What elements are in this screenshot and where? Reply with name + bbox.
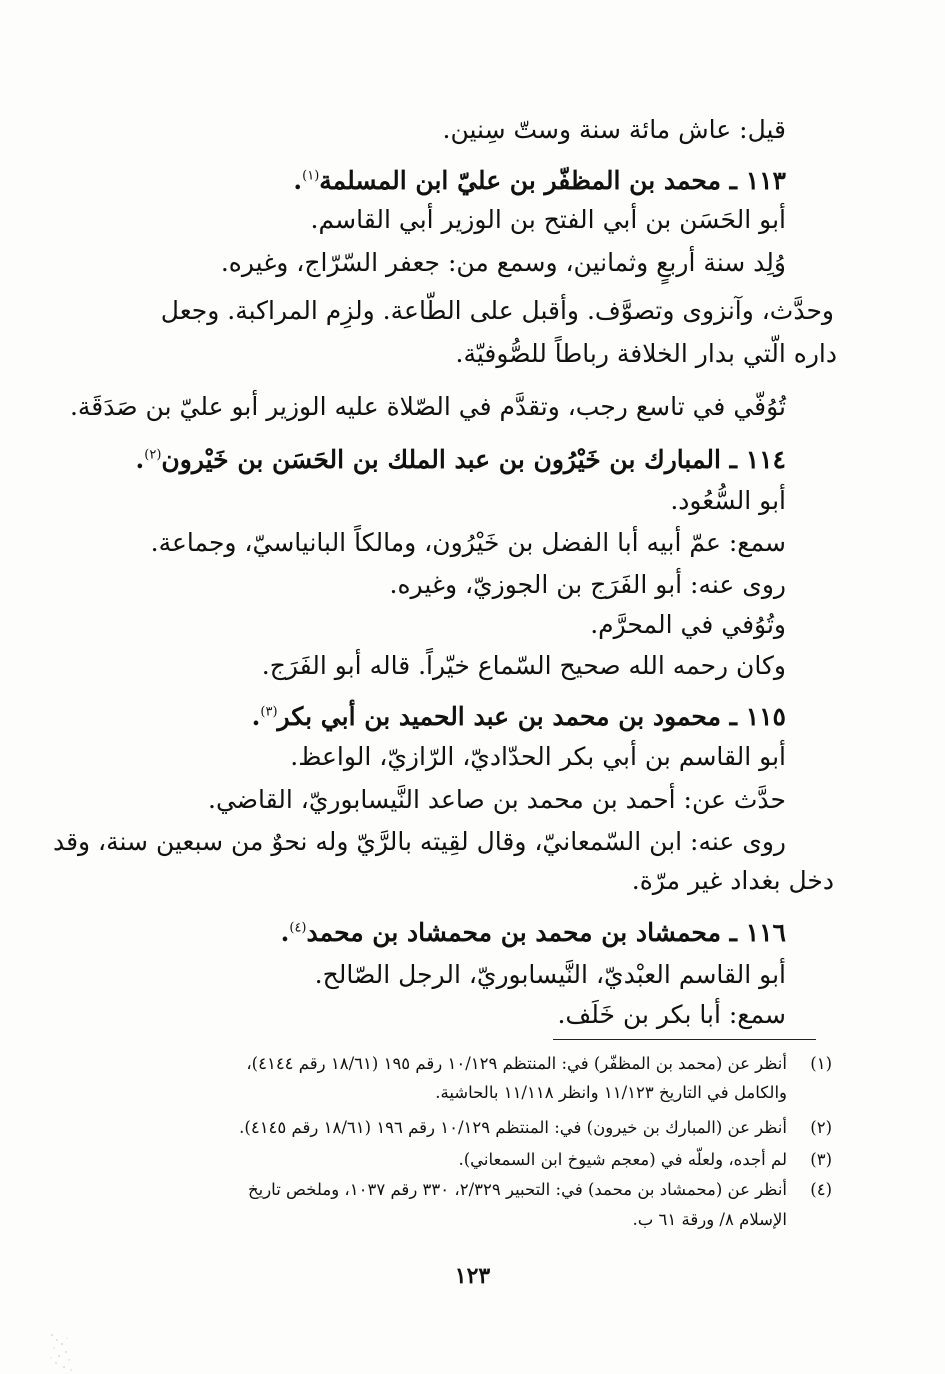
scan-noise <box>48 1332 74 1372</box>
footnote-text: أنظر عن (المبارك بن خيرون) في: المنتظم ١٠/١٢٩ رقم ١٩٦ (١٨/٦١ رقم ٤١٤٥). <box>239 1118 787 1137</box>
text-line: روى عنه: ابن السّمعانيّ، وقال لقِيته بالرَّيّ وله نحوٌ من سبعين سنة، وقد <box>52 827 786 856</box>
entry-115-title: ١١٥ ـ محمود بن محمد بن عبد الحميد بن أبي بكر$^{(٣)}$. <box>251 702 786 731</box>
text-line: أبو السُّعُود. <box>670 486 786 515</box>
text-line: سمع: أبا بكر بن خَلَف. <box>557 1000 786 1029</box>
footnote-text: والكامل في التاريخ ١١/١٢٣ وانظر ١١/١١٨ بالحاشية. <box>435 1083 787 1102</box>
footnote-text: الإسلام ٨/ ورقة ٦١ ب. <box>632 1210 787 1229</box>
entry-113-title: ١١٣ ـ محمد بن المظفّر بن عليّ ابن المسلمة$^{(١)}$. <box>293 166 786 195</box>
text-line: وحدَّث، وآنزوى وتصوَّف. وأقبل على الطّاعة. ولزِم المراكبة. وجعل <box>160 296 834 325</box>
text-line: وكان رحمه الله صحيح السّماع خيّراً. قاله أبو الفَرَج. <box>261 651 786 680</box>
footnote-number: (٢) <box>810 1118 832 1137</box>
footnote-number: (١) <box>810 1054 832 1073</box>
footnote-text: لم أجده، ولعلّه في (معجم شيوخ ابن السمعاني). <box>458 1150 787 1169</box>
entry-116-title: ١١٦ ـ محمشاد بن محمد بن محمشاد بن محمد$^{(٤)}$. <box>280 918 786 947</box>
entry-114-title: ١١٤ ـ المبارك بن خَيْرُون بن عبد الملك بن الحَسَن بن خَيْرون$^{(٢)}$. <box>135 445 786 474</box>
text-line: أبو القاسم بن أبي بكر الحدّاديّ، الرّازيّ، الواعظ. <box>290 742 786 771</box>
text-line: حدَّث عن: أحمد بن محمد بن صاعد النَّيسابوريّ، القاضي. <box>208 785 786 814</box>
text-line: سمع: عمّ أبيه أبا الفضل بن خَيْرُون، ومالكاً البانياسيّ، وجماعة. <box>150 528 786 557</box>
footnote-ref: (١) <box>302 168 320 184</box>
text-line: وُلِد سنة أربعٍ وثمانين، وسمع من: جعفر السّرّاج، وغيره. <box>220 248 786 277</box>
footnote-ref: (٢) <box>144 447 162 463</box>
footnote-number: (٣) <box>810 1150 832 1169</box>
text-line: داره الّتي بدار الخلافة رباطاً للصُّوفيّة. <box>455 339 837 368</box>
footnote-separator <box>553 1039 816 1040</box>
footnote-text: أنظر عن (محمشاد بن محمد) في: التحبير ٢/٣٢٩، ٣٣٠ رقم ١٠٣٧، وملخص تاريخ <box>247 1180 787 1199</box>
footnote-number: (٤) <box>810 1180 832 1199</box>
text-line: أبو الحَسَن بن أبي الفتح بن الوزير أبي القاسم. <box>310 205 786 234</box>
footnote-ref: (٣) <box>260 704 278 720</box>
text-line: روى عنه: أبو الفَرَج بن الجوزيّ، وغيره. <box>389 570 786 599</box>
text-line: قيل: عاش مائة سنة وستّ سِنين. <box>442 115 786 144</box>
text-line: تُوُفّي في تاسع رجب، وتقدَّم في الصّلاة عليه الوزير أبو عليّ بن صَدَقَة. <box>69 392 786 421</box>
footnote-ref: (٤) <box>289 920 307 936</box>
text-line: دخل بغداد غير مرّة. <box>631 866 834 895</box>
page-number: ١٢٣ <box>454 1263 491 1289</box>
text-line: أبو القاسم العبْديّ، النَّيسابوريّ، الرجل الصّالح. <box>314 960 786 989</box>
text-line: وتُوُفي في المحرَّم. <box>590 610 786 639</box>
footnote-text: أنظر عن (محمد بن المظفّر) في: المنتظم ١٠/١٢٩ رقم ١٩٥ (١٨/٦١ رقم ٤١٤٤)، <box>246 1054 787 1073</box>
